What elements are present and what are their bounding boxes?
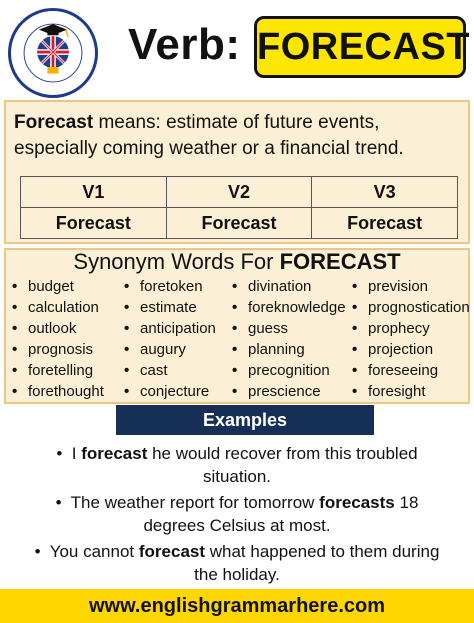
site-logo: [8, 8, 98, 98]
list-item: • planning: [232, 341, 305, 358]
table-cell: Forecast: [166, 208, 312, 239]
table-row: [21, 208, 458, 239]
logo-graphic: [11, 11, 95, 95]
verb-forms-table: [20, 176, 458, 239]
synonyms-title-prefix: Synonym Words For: [73, 249, 280, 274]
synonym-column-1: [12, 276, 104, 402]
example-sentence: • You cannot forecast what happened to them during the holiday.: [34, 542, 440, 584]
table-cell: Forecast: [312, 208, 458, 239]
list-item: • guess: [232, 320, 289, 337]
list-item: • cast: [124, 362, 168, 379]
meaning-text: [14, 110, 466, 162]
list-item: • prevision: [352, 278, 429, 295]
list-item: • prescience: [232, 383, 321, 400]
examples-header-label: Examples: [202, 410, 288, 430]
synonyms-title: [6, 249, 468, 275]
example-sentence: • The weather report for tomorrow forecasts 18 degrees Celsius at most.: [55, 493, 419, 535]
synonym-column-3: [232, 276, 346, 402]
table-header-cell: V2: [166, 177, 312, 208]
synonyms-title-word: FORECAST: [279, 249, 401, 274]
list-item: • conjecture: [124, 383, 210, 400]
list-item: • outlook: [12, 320, 77, 337]
list-item: • foretoken: [124, 278, 203, 295]
verb-word-box: [254, 16, 470, 78]
synonyms-panel: [4, 248, 470, 404]
meaning-panel: [4, 100, 470, 244]
list-item: • anticipation: [124, 320, 216, 337]
meaning-line1: means: estimate of future events,: [93, 112, 380, 133]
examples-header: [116, 405, 374, 435]
list-item: • prognostication: [352, 299, 470, 316]
footer-bar: [0, 589, 474, 623]
table-header-row: [21, 177, 458, 208]
list-item: • divination: [232, 278, 312, 295]
list-item: • budget: [12, 278, 74, 295]
meaning-line2: especially coming weather or a financial trend.: [14, 138, 404, 159]
list-item: • calculation: [12, 299, 99, 316]
list-item: • projection: [352, 341, 434, 358]
synonym-column-4: [352, 276, 470, 402]
list-item: • foreknowledge: [232, 299, 346, 316]
list-item: • forethought: [12, 383, 104, 400]
table-header-cell: V1: [21, 177, 167, 208]
list-item: • augury: [124, 341, 186, 358]
list-item: • prophecy: [352, 320, 430, 337]
synonym-column-2: [124, 276, 216, 402]
list-item: • precognition: [232, 362, 330, 379]
list-item: • foreseeing: [352, 362, 439, 379]
list-item: • foresight: [352, 383, 426, 400]
meaning-word: Forecast: [14, 112, 94, 133]
example-sentence: • I forecast he would recover from this troubled situation.: [56, 444, 418, 486]
page-header: [0, 0, 474, 100]
list-item: • prognosis: [12, 341, 94, 358]
verb-word: FORECAST: [257, 26, 470, 68]
table-cell: Forecast: [21, 208, 167, 239]
verb-label: Verb:: [128, 20, 241, 69]
table-header-cell: V3: [312, 177, 458, 208]
list-item: • foretelling: [12, 362, 94, 379]
footer-url[interactable]: www.englishgrammarhere.com: [88, 595, 385, 617]
list-item: • estimate: [124, 299, 197, 316]
